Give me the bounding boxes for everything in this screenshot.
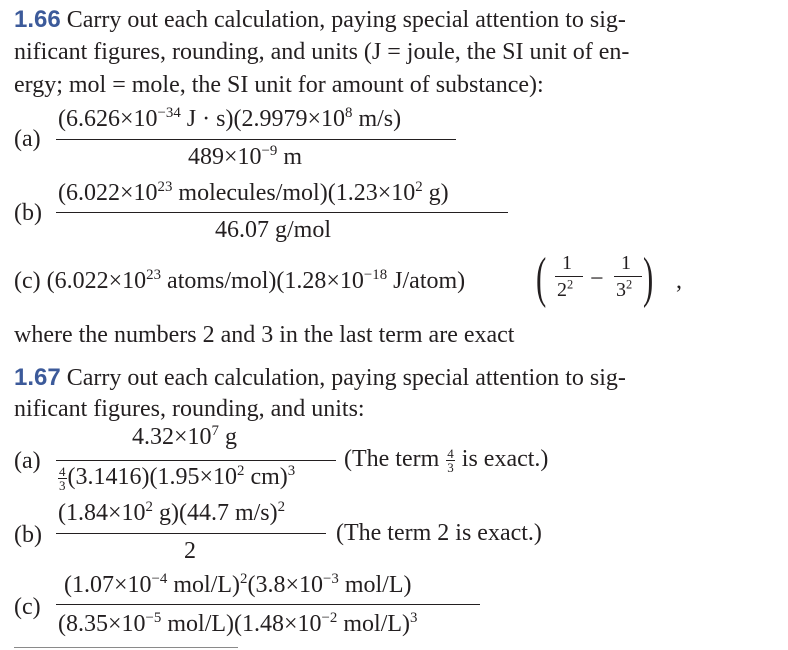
part-b-exact-note: (The term 2 is exact.) [336,520,542,546]
problem-1-66-line3: ergy; mol = mole, the SI unit for amount of substance): [14,72,544,98]
four-thirds-fraction: $\frac{4}{3}$ [59,463,66,493]
fraction-2-num: 1 [621,252,631,274]
part-a-denominator: $\frac{4}{3}$ $(3.1416)(1.95\times 10^2$ cm)$^3$ [59,462,296,493]
problem-text: Carry out each calculation, paying special attention to sig- [66,365,626,391]
part-a-numerator: $4.32\times 10^7$ g [132,422,237,450]
problem-1-67-line2: nificant figures, rounding, and units: [14,396,365,422]
part-b-denominator: 2 [184,538,196,564]
right-paren: ) [643,247,654,309]
fraction-1-den: $2^2$ [557,277,574,301]
problem-1-66-line1 [14,6,626,34]
left-paren: ( [536,247,547,309]
part-a-numerator: ($6.626\times 10^{-34}$ $J \cdot s)(2.9979\times 10^8$ m/s) [58,104,402,132]
part-b-denominator: 46.07 g/mol [215,217,332,243]
part-c-expression: (c) ($6.022\times 10^{23}$ atoms/$mol)(1.28\times 10^{-18}$ J/atom) [14,266,466,294]
bottom-divider [14,647,238,648]
part-c-numerator: ($1.07\times 10^{-4}$ mol/$L)^2(3.8\times 10^{-3}$ mol/L) [64,570,412,598]
fraction-2-den: $3^2$ [616,277,633,301]
fraction-1-num: 1 [562,252,572,274]
four-thirds-fraction: $\frac{4}{3}$ [447,445,454,475]
part-b-label: (b) [14,522,42,548]
fraction-bar [56,139,456,140]
problem-number: 1.67 [14,364,61,391]
part-c-label: (c) [14,594,41,620]
fraction-bar [56,533,326,534]
fraction-bar [56,212,508,213]
part-a-exact-note: (The term $\frac{4}{3}$ is exact.) [344,445,549,475]
part-a-label: (a) [14,126,41,152]
part-a-denominator: $489\times 10^{-9}$ m [188,142,303,170]
part-a-label: (a) [14,448,41,474]
fraction-bar [56,604,480,605]
exact-note: where the numbers 2 and 3 in the last term are exact [14,322,515,348]
minus-sign: − [590,266,604,292]
part-b-numerator: ($6.022\times 10^{23}$ molecules/$mol)(1.23\times 10^2$ g) [58,178,449,206]
problem-1-67-line1 [14,364,626,392]
problem-1-66-line2: nificant figures, rounding, and units (J = joule, the SI unit of en- [14,39,630,65]
part-b-numerator: ($1.84\times 10^2$ g)(44.7 m/s)$^2$ [58,498,286,526]
part-b-label: (b) [14,200,42,226]
fraction-bar [56,460,336,461]
part-c-denominator: ($8.35\times 10^{-5}$ mol/$L)(1.48\times 10^{-2}$ mol/L)$^3$ [58,609,418,637]
trailing-comma: , [676,268,682,294]
problem-text: Carry out each calculation, paying special attention to sig- [66,7,626,33]
problem-number: 1.66 [14,6,61,33]
